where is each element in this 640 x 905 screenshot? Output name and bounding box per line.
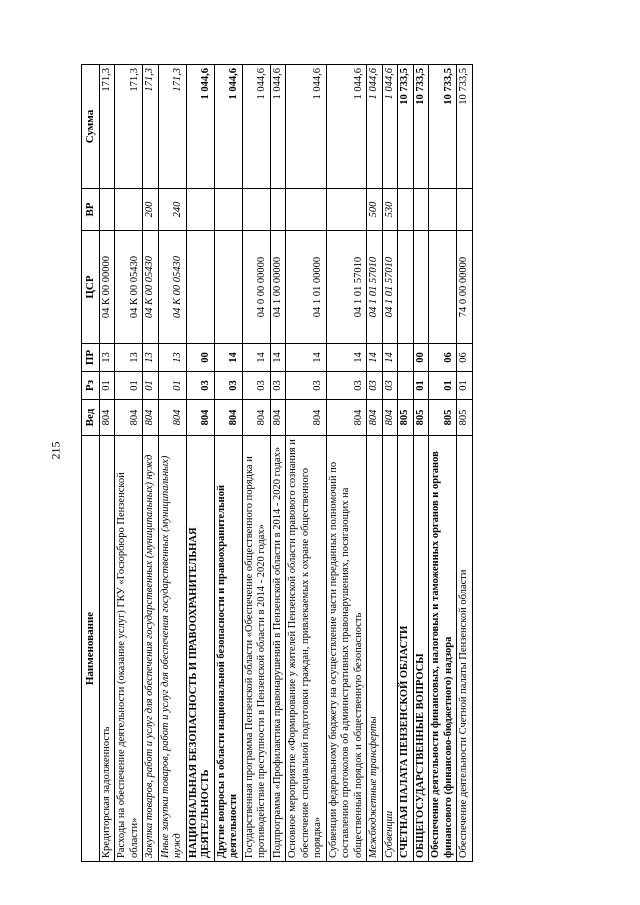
cell-sum: 171,3 bbox=[115, 65, 143, 189]
cell-rz: 03 bbox=[186, 372, 214, 400]
cell-pr: 13 bbox=[99, 344, 115, 372]
cell-pr: 14 bbox=[286, 344, 327, 372]
cell-name: Иные закупки товаров, работ и услуг для обеспечения государственных (муниципальных) нужд bbox=[158, 436, 186, 862]
cell-pr: 14 bbox=[214, 344, 242, 372]
page-number: 215 bbox=[48, 441, 63, 460]
cell-pr bbox=[398, 344, 414, 372]
cell-pr: 00 bbox=[186, 344, 214, 372]
cell-ved: 804 bbox=[367, 400, 383, 436]
cell-sum: 1 044,6 bbox=[286, 65, 327, 189]
header-csr: ЦСР bbox=[82, 231, 100, 344]
table-row bbox=[99, 65, 115, 862]
cell-rz: 03 bbox=[382, 372, 398, 400]
cell-name: Основное мероприятие «Формирование у жителей Пензенской области правового сознания и обеспечение специальной подготовки граждан, привлекаемых к охране общественного порядка» bbox=[286, 436, 327, 862]
cell-pr: 14 bbox=[270, 344, 286, 372]
cell-csr: 04 К 00 05430 bbox=[158, 231, 186, 344]
cell-pr: 13 bbox=[158, 344, 186, 372]
cell-name: Субвенции bbox=[382, 436, 398, 862]
header-pr: ПР bbox=[82, 344, 100, 372]
cell-vr bbox=[115, 189, 143, 231]
cell-vr bbox=[326, 189, 367, 231]
cell-sum: 1 044,6 bbox=[382, 65, 398, 189]
cell-csr: 74 0 00 00000 bbox=[457, 231, 473, 344]
header-name: Наименование bbox=[82, 436, 100, 862]
cell-pr: 14 bbox=[367, 344, 383, 372]
cell-sum: 1 044,6 bbox=[214, 65, 242, 189]
cell-csr: 04 0 00 00000 bbox=[242, 231, 270, 344]
cell-csr: 04 1 01 00000 bbox=[286, 231, 327, 344]
table-row bbox=[398, 65, 414, 862]
cell-name: Обеспечение деятельности финансовых, налоговых и таможенных органов и органов финансового (финансово-бюджетного) надзора bbox=[429, 436, 457, 862]
cell-csr: 04 К 00 05430 bbox=[143, 231, 159, 344]
cell-vr bbox=[429, 189, 457, 231]
cell-sum: 10 733,5 bbox=[413, 65, 429, 189]
cell-rz bbox=[398, 372, 414, 400]
table-row bbox=[413, 65, 429, 862]
cell-vr: 240 bbox=[158, 189, 186, 231]
table-row bbox=[429, 65, 457, 862]
table-row bbox=[143, 65, 159, 862]
cell-rz: 03 bbox=[286, 372, 327, 400]
budget-table-rotated bbox=[81, 65, 557, 862]
cell-vr bbox=[457, 189, 473, 231]
cell-rz: 01 bbox=[158, 372, 186, 400]
table-row bbox=[242, 65, 270, 862]
cell-ved: 804 bbox=[99, 400, 115, 436]
cell-ved: 804 bbox=[326, 400, 367, 436]
cell-pr: 13 bbox=[115, 344, 143, 372]
cell-vr bbox=[270, 189, 286, 231]
cell-rz: 03 bbox=[214, 372, 242, 400]
cell-rz: 01 bbox=[413, 372, 429, 400]
cell-name: ОБЩЕГОСУДАРСТВЕННЫЕ ВОПРОСЫ bbox=[413, 436, 429, 862]
cell-name: Государственная программа Пензенской области «Обеспечение общественного порядка и противодействие преступности в Пензенской области в 2014 - 2020 годах» bbox=[242, 436, 270, 862]
cell-ved: 804 bbox=[214, 400, 242, 436]
cell-csr: 04 1 01 57010 bbox=[367, 231, 383, 344]
cell-name: НАЦИОНАЛЬНАЯ БЕЗОПАСНОСТЬ И ПРАВООХРАНИТЕЛЬНАЯ ДЕЯТЕЛЬНОСТЬ bbox=[186, 436, 214, 862]
cell-csr bbox=[186, 231, 214, 344]
table-row bbox=[270, 65, 286, 862]
cell-sum: 171,3 bbox=[158, 65, 186, 189]
cell-rz: 03 bbox=[242, 372, 270, 400]
cell-rz: 01 bbox=[457, 372, 473, 400]
cell-vr bbox=[186, 189, 214, 231]
cell-csr: 04 1 01 57010 bbox=[326, 231, 367, 344]
cell-vr bbox=[214, 189, 242, 231]
cell-ved: 804 bbox=[286, 400, 327, 436]
cell-csr: 04 1 01 57010 bbox=[382, 231, 398, 344]
cell-ved: 804 bbox=[382, 400, 398, 436]
cell-ved: 805 bbox=[457, 400, 473, 436]
cell-sum: 1 044,6 bbox=[186, 65, 214, 189]
table-row bbox=[286, 65, 327, 862]
cell-csr: 04 К 00 05430 bbox=[115, 231, 143, 344]
cell-vr bbox=[398, 189, 414, 231]
cell-sum: 10 733,5 bbox=[398, 65, 414, 189]
table-row bbox=[214, 65, 242, 862]
cell-name: Межбюджетные трансферты bbox=[367, 436, 383, 862]
cell-sum: 1 044,6 bbox=[242, 65, 270, 189]
cell-vr bbox=[413, 189, 429, 231]
cell-sum: 10 733,5 bbox=[457, 65, 473, 189]
header-vr: ВР bbox=[82, 189, 100, 231]
cell-sum: 1 044,6 bbox=[270, 65, 286, 189]
budget-table bbox=[81, 64, 473, 862]
cell-sum: 1 044,6 bbox=[367, 65, 383, 189]
cell-rz: 01 bbox=[429, 372, 457, 400]
cell-ved: 805 bbox=[398, 400, 414, 436]
table-row bbox=[186, 65, 214, 862]
cell-csr bbox=[413, 231, 429, 344]
cell-ved: 804 bbox=[186, 400, 214, 436]
cell-pr: 14 bbox=[382, 344, 398, 372]
header-rz: Рз bbox=[82, 372, 100, 400]
cell-rz: 03 bbox=[367, 372, 383, 400]
cell-vr: 530 bbox=[382, 189, 398, 231]
cell-name: Субвенции федеральному бюджету на осуществление части переданных полномочий по составлению протоколов об административных правонарушениях, посягающих на общественный порядок и общественную безопасность bbox=[326, 436, 367, 862]
cell-vr: 500 bbox=[367, 189, 383, 231]
cell-ved: 804 bbox=[143, 400, 159, 436]
cell-ved: 804 bbox=[242, 400, 270, 436]
table-row bbox=[367, 65, 383, 862]
cell-vr bbox=[242, 189, 270, 231]
table-row bbox=[115, 65, 143, 862]
table-row bbox=[457, 65, 473, 862]
cell-rz: 03 bbox=[326, 372, 367, 400]
cell-pr: 06 bbox=[457, 344, 473, 372]
cell-name: Расходы на обеспечение деятельности (оказание услуг) ГКУ «Госюрбюро Пензенской области» bbox=[115, 436, 143, 862]
cell-sum: 171,3 bbox=[143, 65, 159, 189]
cell-vr bbox=[99, 189, 115, 231]
cell-pr: 00 bbox=[413, 344, 429, 372]
table-row bbox=[326, 65, 367, 862]
cell-ved: 804 bbox=[270, 400, 286, 436]
cell-sum: 10 733,5 bbox=[429, 65, 457, 189]
table-row bbox=[158, 65, 186, 862]
cell-sum: 171,3 bbox=[99, 65, 115, 189]
cell-rz: 01 bbox=[99, 372, 115, 400]
table-header-row bbox=[82, 65, 100, 862]
cell-name: Подпрограмма «Профилактика правонарушений в Пензенской области в 2014 - 2020 годах» bbox=[270, 436, 286, 862]
table-body bbox=[99, 65, 472, 862]
cell-rz: 01 bbox=[143, 372, 159, 400]
cell-csr bbox=[398, 231, 414, 344]
cell-csr: 04 1 00 00000 bbox=[270, 231, 286, 344]
cell-ved: 804 bbox=[115, 400, 143, 436]
table-row bbox=[382, 65, 398, 862]
cell-ved: 804 bbox=[158, 400, 186, 436]
cell-name: Закупка товаров, работ и услуг для обеспечения государственных (муниципальных) нужд bbox=[143, 436, 159, 862]
cell-pr: 06 bbox=[429, 344, 457, 372]
cell-csr bbox=[429, 231, 457, 344]
cell-csr bbox=[214, 231, 242, 344]
cell-name: СЧЕТНАЯ ПАЛАТА ПЕНЗЕНСКОЙ ОБЛАСТИ bbox=[398, 436, 414, 862]
cell-name: Кредиторская задолженность bbox=[99, 436, 115, 862]
cell-vr bbox=[286, 189, 327, 231]
cell-name: Другие вопросы в области национальной безопасности и правоохранительной деятельности bbox=[214, 436, 242, 862]
cell-rz: 03 bbox=[270, 372, 286, 400]
cell-ved: 805 bbox=[429, 400, 457, 436]
cell-name: Обеспечение деятельности Счетной палаты Пензенской области bbox=[457, 436, 473, 862]
cell-ved: 805 bbox=[413, 400, 429, 436]
cell-vr: 200 bbox=[143, 189, 159, 231]
cell-rz: 01 bbox=[115, 372, 143, 400]
cell-pr: 13 bbox=[143, 344, 159, 372]
cell-pr: 14 bbox=[242, 344, 270, 372]
header-ved: Вед bbox=[82, 400, 100, 436]
cell-csr: 04 К 00 00000 bbox=[99, 231, 115, 344]
header-sum: Сумма bbox=[82, 65, 100, 189]
cell-pr: 14 bbox=[326, 344, 367, 372]
cell-sum: 1 044,6 bbox=[326, 65, 367, 189]
